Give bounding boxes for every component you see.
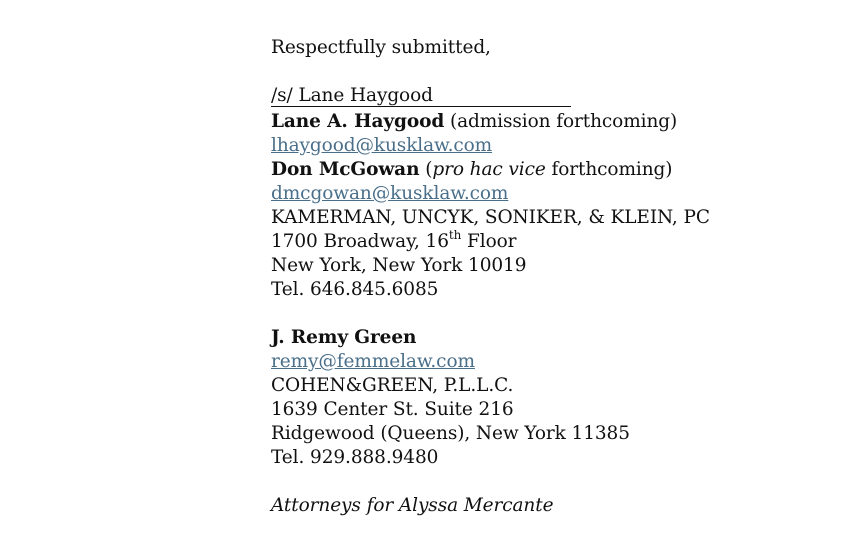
firm-1-address-post: Floor bbox=[461, 231, 517, 252]
firm-1-name: KAMERMAN, UNCYK, SONIKER, & KLEIN, PC bbox=[271, 207, 710, 228]
firm-1-tel: Tel. 646.845.6085 bbox=[271, 279, 439, 300]
signature-line bbox=[271, 84, 571, 108]
attorney-3-email-line bbox=[271, 350, 475, 374]
attorneys-for-line: Attorneys for Alyssa Mercante bbox=[271, 495, 554, 516]
attorney-1-email-line bbox=[271, 134, 492, 158]
closing-line: Respectfully submitted, bbox=[271, 37, 491, 58]
attorney-2-note-italic: pro hac vice bbox=[432, 159, 546, 180]
electronic-signature: /s/ Lane Haygood bbox=[271, 86, 571, 107]
firm-1-address-pre: 1700 Broadway, 16 bbox=[271, 231, 449, 252]
firm-1-city: New York, New York 10019 bbox=[271, 255, 527, 276]
firm-2-tel: Tel. 929.888.9480 bbox=[271, 447, 439, 468]
firm-1-address-sup: th bbox=[448, 227, 462, 242]
firm-2-address: 1639 Center St. Suite 216 bbox=[271, 399, 514, 420]
attorney-1-email-link[interactable]: lhaygood@kusklaw.com bbox=[271, 135, 493, 156]
attorney-1-name: Lane A. Haygood bbox=[271, 111, 445, 132]
attorney-3-name: J. Remy Green bbox=[271, 327, 417, 348]
attorney-2-email-link[interactable]: dmcgowan@kusklaw.com bbox=[271, 183, 509, 204]
attorney-2-email-line bbox=[271, 182, 508, 206]
attorney-1-note: (admission forthcoming) bbox=[444, 111, 678, 132]
attorney-2-note-close: forthcoming) bbox=[545, 159, 673, 180]
attorney-2-line bbox=[271, 158, 672, 182]
attorney-2-note-open: ( bbox=[419, 159, 433, 180]
attorney-2-name: Don McGowan bbox=[271, 159, 420, 180]
firm-2-name: COHEN&GREEN, P.L.L.C. bbox=[271, 375, 514, 396]
attorney-3-email-link[interactable]: remy@femmelaw.com bbox=[271, 351, 475, 372]
attorney-1-line bbox=[271, 110, 677, 134]
firm-1-address bbox=[271, 227, 517, 254]
firm-2-city: Ridgewood (Queens), New York 11385 bbox=[271, 423, 630, 444]
